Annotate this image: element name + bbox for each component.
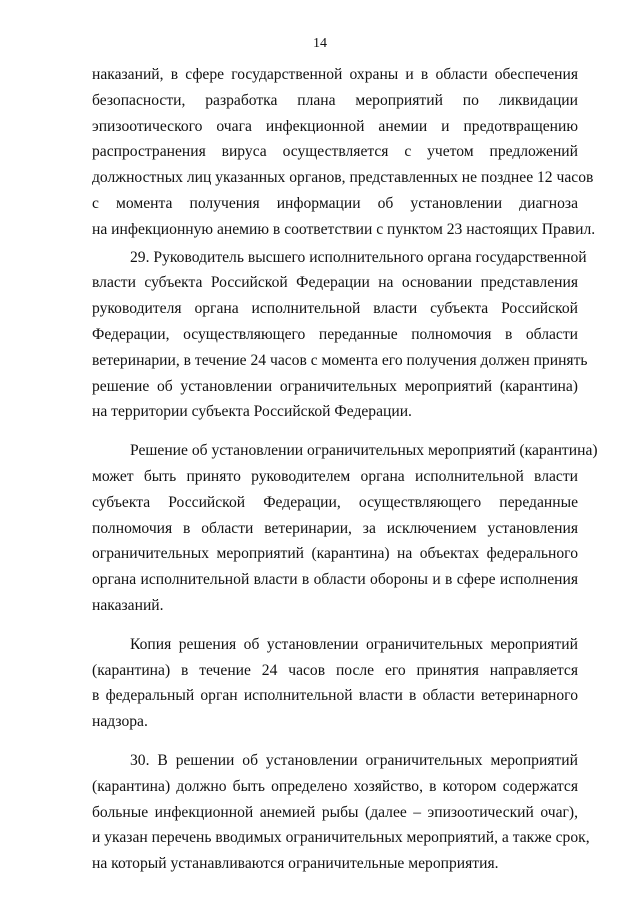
text-line: на территории субъекта Российской Федерации. (92, 403, 412, 421)
text-line: наказаний. (92, 596, 164, 614)
paragraph-item-29 (92, 245, 588, 426)
text-line: руководителя органа исполнительной власти субъекта Российской (92, 300, 578, 318)
text-line: (карантина) в течение 24 часов после его принятия направляется (92, 661, 578, 679)
document-body (92, 62, 598, 877)
text-line: 30. В решении об установлении ограничительных мероприятий (130, 751, 578, 769)
text-line: в федеральный орган исполнительной власти в области ветеринарного (92, 687, 578, 705)
paragraph-copy (92, 632, 578, 735)
text-line: может быть принято руководителем органа исполнительной власти (92, 467, 578, 485)
text-line: 29. Руководитель высшего исполнительного органа государственной (130, 248, 587, 266)
text-line: с момента получения информации об установлении диагноза (92, 194, 578, 212)
text-line: ограничительных мероприятий (карантина) на объектах федерального (92, 545, 578, 563)
text-line: власти субъекта Российской Федерации на основании представления (92, 274, 578, 292)
text-line: (карантина) должно быть определено хозяйство, в котором содержатся (92, 777, 578, 795)
text-line: на который устанавливаются ограничительные мероприятия. (92, 855, 499, 873)
text-line: Федерации, осуществляющего переданные полномочия в области (92, 325, 578, 343)
text-line: субъекта Российской Федерации, осуществляющего переданные (92, 493, 578, 511)
paragraph-continuation (92, 62, 596, 243)
text-line: должностных лиц указанных органов, представленных не позднее 12 часов (92, 169, 594, 187)
text-line: наказаний, в сфере государственной охраны и в области обеспечения (92, 66, 578, 83)
text-line: органа исполнительной власти в области обороны и в сфере исполнения (92, 571, 578, 589)
text-line: ветеринарии, в течение 24 часов с момента его получения должен принять (92, 351, 588, 369)
text-line: больные инфекционной анемией рыбы (далее – эпизоотический очаг), (92, 803, 578, 821)
text-line: безопасности, разработка плана мероприятий по ликвидации (92, 91, 578, 109)
text-line: эпизоотического очага инфекционной анемии и предотвращению (92, 117, 578, 135)
text-line: распространения вируса осуществляется с учетом предложений (92, 143, 578, 161)
paragraph-decision (92, 438, 598, 619)
text-line: Решение об установлении ограничительных мероприятий (карантина) (130, 442, 598, 460)
text-line: решение об установлении ограничительных мероприятий (карантина) (92, 377, 578, 395)
text-line: и указан перечень вводимых ограничительных мероприятий, а также срок, (92, 829, 590, 847)
text-line: надзора. (92, 713, 148, 731)
page-number: 14 (313, 36, 327, 51)
text-line: на инфекционную анемию в соответствии с пунктом 23 настоящих Правил. (92, 220, 596, 238)
text-line: Копия решения об установлении ограничительных мероприятий (130, 635, 578, 653)
text-line: полномочия в области ветеринарии, за исключением установления (92, 519, 578, 537)
paragraph-item-30 (92, 748, 590, 877)
